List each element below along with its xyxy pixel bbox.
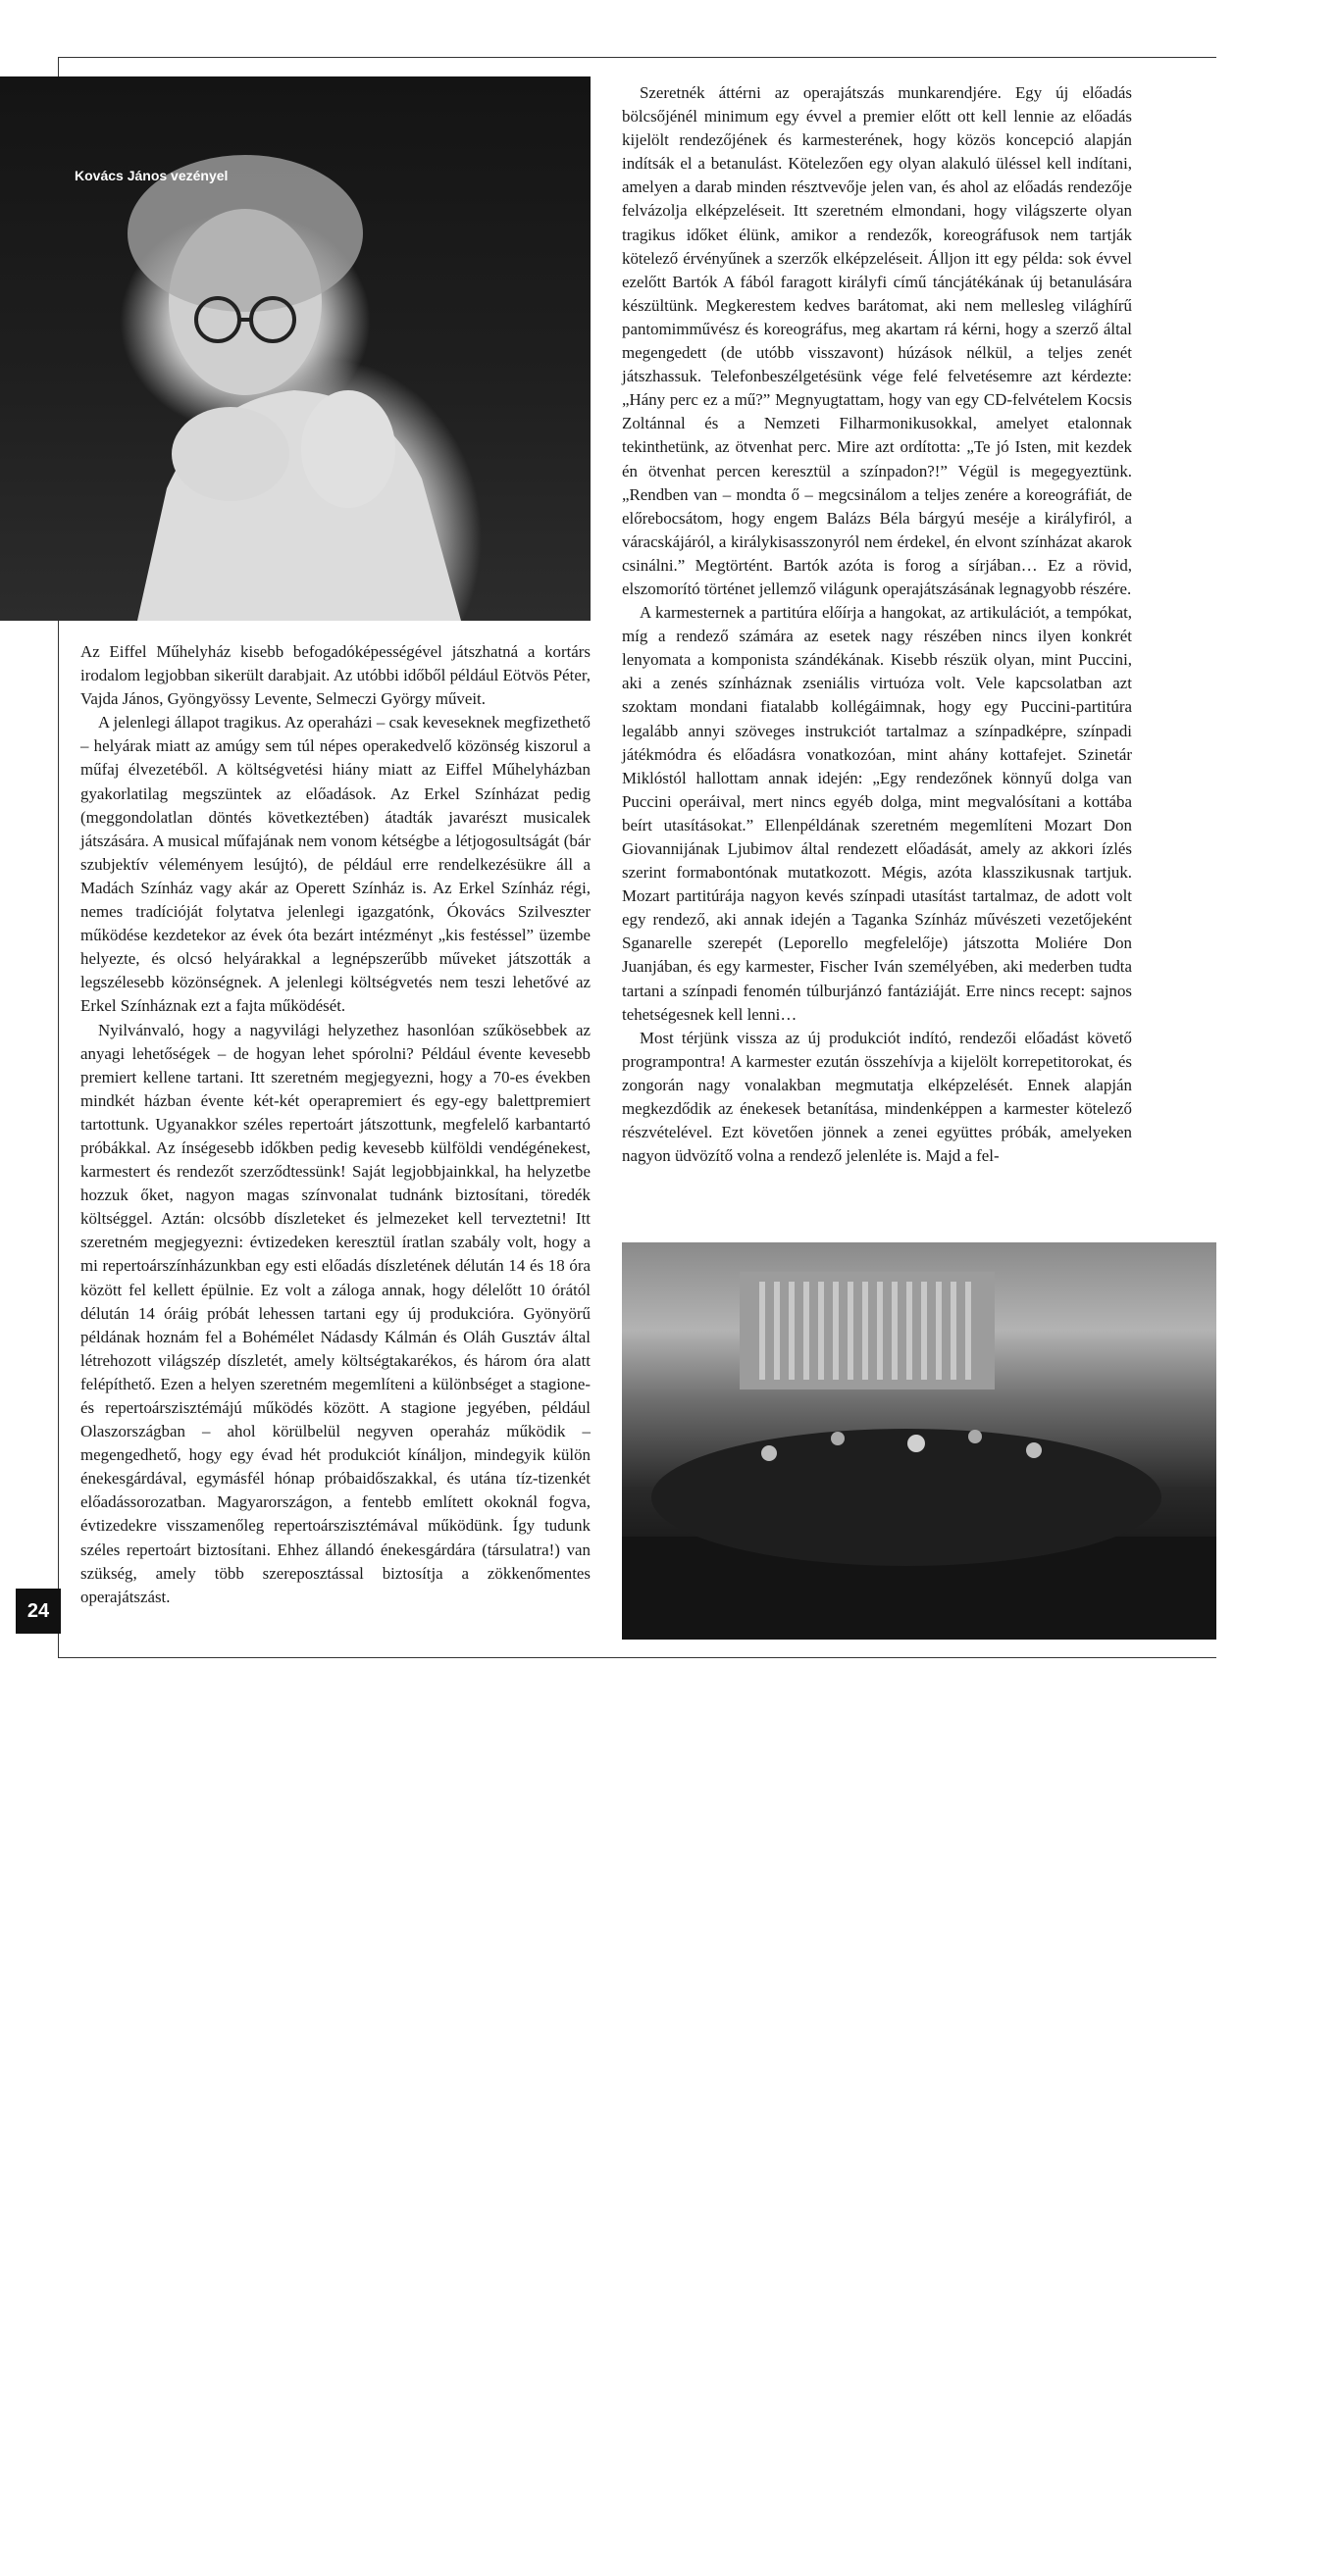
bottom-photo-caption: Kovács János a Savaria Szimfonikus Zenekarral bbox=[1258, 2498, 1338, 2576]
conductor-silhouette bbox=[0, 76, 591, 621]
orchestra-photo bbox=[622, 1242, 1338, 2576]
orchestra-scene bbox=[622, 1242, 1216, 1640]
conductor-photo bbox=[0, 76, 591, 621]
frame-top-rule bbox=[58, 57, 1216, 58]
left-text-column bbox=[80, 640, 591, 1609]
paragraph: Szeretnék áttérni az operajátszás munkarendjére. Egy új előadás bölcsőjénél minimum egy évvel a premier előtt ott kell lennie az előadás kijelölt rendezőjének és karmesterének, hogy közös koncepció alapján indítsák el a betanulást. Kötelezően egy olyan alakuló üléssel kell indítani, amelyen a darab minden résztvevője jelen van, és ahol az előadás rendezője felvázolja elképzeléseit. Itt szeretném elmondani, hogy világszerte olyan tragikus időket élünk, amikor a rendezők, koreográfusok nem tartják kötelező érvényűnek a szerzők elképzeléseit. Álljon itt egy példa: sok évvel ezelőtt Bartók A fából faragott királyfi című táncjátékának új betanulására készültünk. Megkerestem kedves barátomat, aki nem mellesleg világhírű pantomimművész és koreográfus, meg akartam rá kérni, hogy a szerző által megengedett (de utóbb visszavont) húzások nélkül, a teljes zenét játszhassuk. Telefonbeszélgetésünk vége felé felvetésemre azt kérdezte: „Hány perc ez a mű?” Megnyugtattam, hogy van egy CD-felvételem Kocsis Zoltánnal és a Nemzeti Filharmonikusokkal, amelyet etalonnak tekinthetünk, az ötvenhat perc. Mire azt ordította: „Te jó Isten, mit kezdek én ötvenhat percen keresztül a színpadon?!” Végül is megegyeztünk. „Rendben van – mondta ő – megcsinálom a teljes zenére a koreográfiát, de előrebocsátom, hogy engem Balázs Béla bárgyú meséje a királyfiról, a váracskájáról, a királykisasszonyról nem érdekel, én elvont színházat akarok csinálni.” Megtörtént. Bartók azóta is forog a sírjában… Ez a rövid, elszomorító történet jellemző világunk operajátszásának legnagyobb részére. bbox=[622, 83, 1132, 598]
frame-bottom-rule bbox=[58, 1657, 1216, 1658]
paragraph: Az Eiffel Műhelyház kisebb befogadóképességével játszhatná a kortárs irodalom legjobban sikerült darabjait. Az utóbbi időből például Eötvös Péter, Vajda János, Gyöngyössy Levente, Selmeczi György műveit. bbox=[80, 642, 591, 709]
paragraph: Nyilvánvaló, hogy a nagyvilági helyzethez hasonlóan szűkösebbek az anyagi lehetőségek – de hogyan lehet spórolni? Például évente kevesebb premiert kellene tartani. Itt szeretném megjegyezni, hogy a 70-es években mindkét házban évente két-két operapremiert és egy-egy balettpremiert tartottunk. Ugyanakkor széles repertoárt játszottunk, megfelelő karbantartó próbákkal. Az ínségesebb időkben pedig kevesebb külföldi vendégénekest, karmestert és rendezőt szerződtessünk! Saját legjobbjainkkal, ha helyzetbe hozzuk őket, nagyon magas színvonalat tudnánk biztosítani, töredék költséggel. Aztán: olcsóbb díszleteket és jelmezeket kell terveztetni! Itt szeretném megjegyezni: évtizedeken keresztül íratlan szabály volt, hogy a mi repertoárszínházunkban egy esti előadás díszletének délután 14 és 18 óra között fel kellett épülnie. Ez volt a záloga annak, hogy délelőtt 10 órától délután 14 óráig próbát lehessen tartani egy új produkcióra. Gyönyörű példának hoznám fel a Bohémélet Nádasdy Kálmán és Oláh Gusztáv által létrehozott világszép díszletét, amely költségtakarékos, és három óra alatt felépíthető. Ezen a helyen szeretném megemlíteni a különbséget a stagione- és repertoárszisztémájú működés között. A stagione jegyében, például Olaszországban – ahol körülbelül negyven operaház működik – megengedhető, hogy egy évad hét produkciót kínáljon, mindegyik külön énekesgárdával, egymásfél hónap próbaidőszakkal, és utána tíz-tizenkét előadássorozatban. Magyarországon, a fentebb említett okoknál fogva, évtizedekre visszamenőleg repertoárszisztémával működünk. Így tudunk széles repertoárt biztosítani. Ehhez állandó énekesgárdára (társulatra!) van szükség, amely több szereposztással biztosítja a zökkenőmentes operajátszást. bbox=[80, 1020, 591, 1606]
paragraph: A jelenlegi állapot tragikus. Az operaházi – csak keveseknek megfizethető – helyárak miatt az amúgy sem túl népes operakedvelő közönség kiszorul a műfaj élvezetéből. A költségvetési hiány miatt az Eiffel Műhelyházban gyakorlatilag megszüntek az előadások. Az Erkel Színházat pedig (meggondolatlan döntés következtében) átadták javarészt musicalek játszására. A musical műfajának nem vonom kétségbe a létjogosultságát (bár szubjektív véleményem lesújtó), de például erre rendelkezésükre áll a Madách Színház vagy akár az Operett Színház is. Az Erkel Színház régi, nemes tradícióját folytatva jelenlegi igazgatónk, Ókovács Szilveszter működése kezdetekor az évek óta bezárt intézményt „kis festéssel” üzembe helyezte, és olcsó helyárakkal a legnépszerűbb műveket játszották a legszélesebb közönségnek. A jelenlegi költségvetés nem teszi lehetővé az Erkel Színháznak ezt a fajta működését. bbox=[80, 713, 591, 1016]
page-number: 24 bbox=[16, 1589, 61, 1634]
top-photo-caption: Kovács János vezényel bbox=[75, 168, 229, 183]
paragraph: A karmesternek a partitúra előírja a hangokat, az artikulációt, a tempókat, míg a rendező számára az esetek nagy részében nincs ilyen konkrét lenyomata a komponista szándékának. Kisebb részük olyan, mint Puccini, aki a zenés színháznak zseniális virtuóza volt. Vele kapcsolatban azt szoktam mondani fiatalabb kollégáimnak, hogy egy Puccini-partitúra legalább annyi szöveges instrukciót tartalmaz a színpadképre, színpadi játékmódra és előadásra vonatkozóan, mint ahány kottafejet. Szinetár Miklóstól hallottam annak idején: „Egy rendezőnek könnyű dolga van Puccini operáival, mert nincs egyéb dolga, mint megvalósítani a kottába beírt utasításokat.” Ellenpéldának szeretném megemlíteni Mozart Don Giovannijának Ljubimov által rendezett előadását, amely az akkori ízlés szerint formabontónak mutatkozott. Mégis, azóta klasszikusnak tartjuk. Mozart partitúrája nagyon kevés színpadi utasítást tartalmaz, de adott volt egy rendező, aki annak idején a Taganka Színház művészeti vezetőjeként Sganarelle szerepét (Leporello megfelelője) játszotta Moliére Don Juanjában, és egy karmester, Fischer Iván személyében, aki mederben tudta tartani a színpadi fenomén túlburjánzó fantáziáját. Erre nincs recept: sajnos tehetségesnek kell lenni… bbox=[622, 603, 1132, 1024]
right-text-column bbox=[622, 81, 1132, 1168]
paragraph: Most térjünk vissza az új produkciót indító, rendezői előadást követő programpontra! A karmester ezután összehívja a kijelölt korrepetitorokat, és zongorán nagy vonalakban megmutatja elképzelését. Ennek alapján megkezdődik az énekesek betanítása, mindenképpen a karmester kötelező részvételével. Ezt követően jönnek a zenei együttes próbák, amelyeken nagyon üdvözítő volna a rendező jelenléte is. Majd a fel- bbox=[622, 1028, 1132, 1166]
